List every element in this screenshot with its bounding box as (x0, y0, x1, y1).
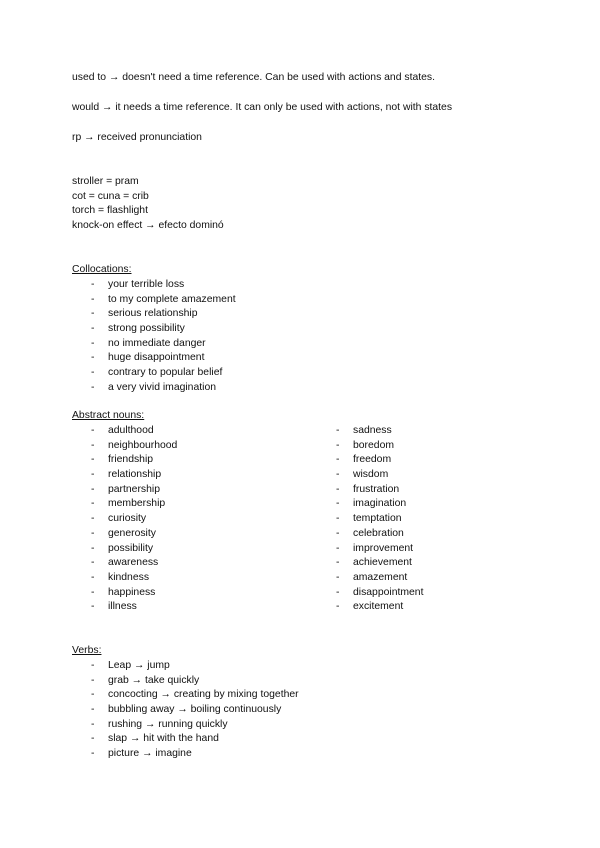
abstract-noun-item-text: awareness (108, 557, 159, 569)
abstract-noun-item-text: neighbourhood (108, 439, 178, 451)
collocation-item (91, 322, 236, 337)
bullet-dash: - (91, 586, 95, 598)
abstract-noun-item (91, 542, 177, 557)
bullet-dash: - (336, 498, 340, 510)
bullet-dash: - (91, 293, 95, 305)
bullet-dash: - (91, 571, 95, 583)
collocations-heading: Collocations: (72, 264, 132, 275)
verb-item-text: slap → hit with the hand (108, 733, 219, 745)
bullet-dash: - (336, 469, 340, 481)
bullet-dash: - (91, 469, 95, 481)
bullet-dash: - (336, 425, 340, 436)
abstract-noun-item (336, 468, 423, 483)
abstract-noun-item-text: disappointment (353, 586, 424, 598)
collocation-item-text: serious relationship (108, 308, 198, 320)
bullet-dash: - (91, 352, 95, 364)
collocation-item (91, 351, 236, 366)
bullet-dash: - (336, 513, 340, 525)
abstract-noun-item-text: partnership (108, 483, 160, 495)
abstract-noun-item (91, 571, 177, 586)
bullet-dash: - (91, 439, 95, 451)
abstract-noun-item (91, 439, 177, 454)
abstract-noun-item-text: kindness (108, 571, 150, 583)
abstract-noun-item-text: celebration (353, 527, 404, 539)
abstract-noun-item-text: possibility (108, 542, 154, 554)
collocation-item (91, 381, 236, 396)
abstract-noun-item-text: freedom (353, 454, 392, 466)
abstract-noun-item-text: temptation (353, 513, 402, 525)
abstract-noun-item (336, 453, 423, 468)
abstract-noun-item-text: sadness (353, 425, 392, 436)
bullet-dash: - (91, 557, 95, 569)
abstract-noun-item-text: curiosity (108, 513, 147, 525)
bullet-dash: - (91, 674, 95, 686)
abstract-noun-item (91, 586, 177, 601)
collocation-item (91, 366, 236, 381)
abstract-noun-item (91, 556, 177, 571)
verb-item-text: rushing → running quickly (108, 718, 228, 730)
collocation-item-text: to my complete amazement (108, 293, 236, 305)
bullet-dash: - (91, 542, 95, 554)
abstract-noun-item (336, 497, 423, 512)
bullet-dash: - (91, 601, 95, 613)
abstract-noun-item (91, 527, 177, 542)
abstract-noun-item-text: achievement (353, 557, 412, 569)
abstract-noun-item (336, 586, 423, 601)
abstract-noun-item (91, 512, 177, 527)
bullet-dash: - (91, 660, 95, 671)
verb-item (91, 718, 299, 733)
bullet-dash: - (91, 367, 95, 379)
abstract-noun-item (91, 453, 177, 468)
abstract-noun-item (336, 556, 423, 571)
abstract-noun-item-text: adulthood (108, 425, 154, 436)
verb-item-text: grab → take quickly (108, 674, 200, 686)
bullet-dash: - (336, 483, 340, 495)
abstract-noun-item (336, 571, 423, 586)
bullet-dash: - (91, 337, 95, 349)
abstract-noun-item-text: illness (108, 601, 137, 613)
abstract-noun-item (336, 542, 423, 557)
bullet-dash: - (91, 704, 95, 716)
collocation-item (91, 307, 236, 322)
abstract-noun-item (336, 527, 423, 542)
bullet-dash: - (336, 439, 340, 451)
verb-item (91, 674, 299, 689)
verb-item (91, 659, 299, 674)
bullet-dash: - (91, 308, 95, 320)
abstract-noun-item-text: imagination (353, 498, 407, 510)
bullet-dash: - (336, 542, 340, 554)
collocation-item (91, 293, 236, 308)
verb-item (91, 747, 299, 762)
bullet-dash: - (91, 733, 95, 745)
abstract-noun-item (91, 483, 177, 498)
bullet-dash: - (91, 498, 95, 510)
abstract-noun-item-text: happiness (108, 586, 156, 598)
vocab-line: stroller = pram (72, 176, 139, 187)
bullet-dash: - (91, 425, 95, 436)
bullet-dash: - (91, 323, 95, 335)
bullet-dash: - (91, 454, 95, 466)
rp-note: rp → received pronunciation (72, 132, 202, 143)
collocations-list (91, 278, 236, 396)
bullet-dash: - (336, 557, 340, 569)
verb-item-text: picture → imagine (108, 748, 192, 760)
verbs-list (91, 659, 299, 762)
collocation-item-text: strong possibility (108, 323, 185, 335)
bullet-dash: - (336, 454, 340, 466)
abstract-noun-item (91, 424, 177, 439)
abstract-noun-item (91, 600, 177, 615)
bullet-dash: - (91, 483, 95, 495)
bullet-dash: - (91, 381, 95, 393)
bullet-dash: - (91, 748, 95, 760)
bullet-dash: - (91, 718, 95, 730)
abstract-nouns-right-list (336, 424, 423, 615)
abstract-noun-item-text: amazement (353, 571, 408, 583)
abstract-noun-item-text: excitement (353, 601, 404, 613)
bullet-dash: - (336, 601, 340, 613)
abstract-noun-item-text: improvement (353, 542, 414, 554)
abstract-noun-item (336, 439, 423, 454)
abstract-noun-item-text: frustration (353, 483, 400, 495)
abstract-noun-item (336, 424, 423, 439)
collocation-item-text: huge disappointment (108, 352, 205, 364)
bullet-dash: - (336, 571, 340, 583)
bullet-dash: - (336, 527, 340, 539)
abstract-noun-item (336, 600, 423, 615)
abstract-noun-item-text: membership (108, 498, 166, 510)
abstract-nouns-left-list (91, 424, 177, 615)
would-note: would → it needs a time reference. It can only be used with actions, not with states (72, 102, 453, 113)
bullet-dash: - (91, 279, 95, 290)
abstract-noun-item (336, 483, 423, 498)
vocab-line: cot = cuna = crib (72, 191, 149, 202)
verb-item-text: Leap → jump (108, 660, 170, 671)
bullet-dash: - (91, 527, 95, 539)
collocation-item-text: no immediate danger (108, 337, 206, 349)
verb-item (91, 688, 299, 703)
verb-item (91, 732, 299, 747)
verb-item-text: concocting → creating by mixing together (108, 689, 299, 701)
abstract-noun-item (336, 512, 423, 527)
abstract-noun-item (91, 497, 177, 512)
collocation-item-text: contrary to popular belief (108, 367, 223, 379)
abstract-noun-item-text: relationship (108, 469, 162, 481)
abstract-noun-item (91, 468, 177, 483)
abstract-noun-item-text: wisdom (353, 469, 389, 481)
collocation-item (91, 337, 236, 352)
vocab-line: torch = flashlight (72, 205, 148, 216)
verb-item-text: bubbling away → boiling continuously (108, 704, 282, 716)
abstract-nouns-heading: Abstract nouns: (72, 410, 145, 421)
abstract-noun-item-text: friendship (108, 454, 154, 466)
collocation-item-text: your terrible loss (108, 279, 185, 290)
bullet-dash: - (91, 689, 95, 701)
abstract-noun-item-text: boredom (353, 439, 395, 451)
verb-item (91, 703, 299, 718)
abstract-noun-item-text: generosity (108, 527, 156, 539)
collocation-item-text: a very vivid imagination (108, 381, 216, 393)
verbs-heading: Verbs: (72, 645, 102, 656)
used-to-note: used to → doesn't need a time reference. Can be used with actions and states. (72, 72, 435, 83)
bullet-dash: - (91, 513, 95, 525)
vocab-line: knock-on effect → efecto dominó (72, 220, 224, 231)
bullet-dash: - (336, 586, 340, 598)
collocation-item (91, 278, 236, 293)
